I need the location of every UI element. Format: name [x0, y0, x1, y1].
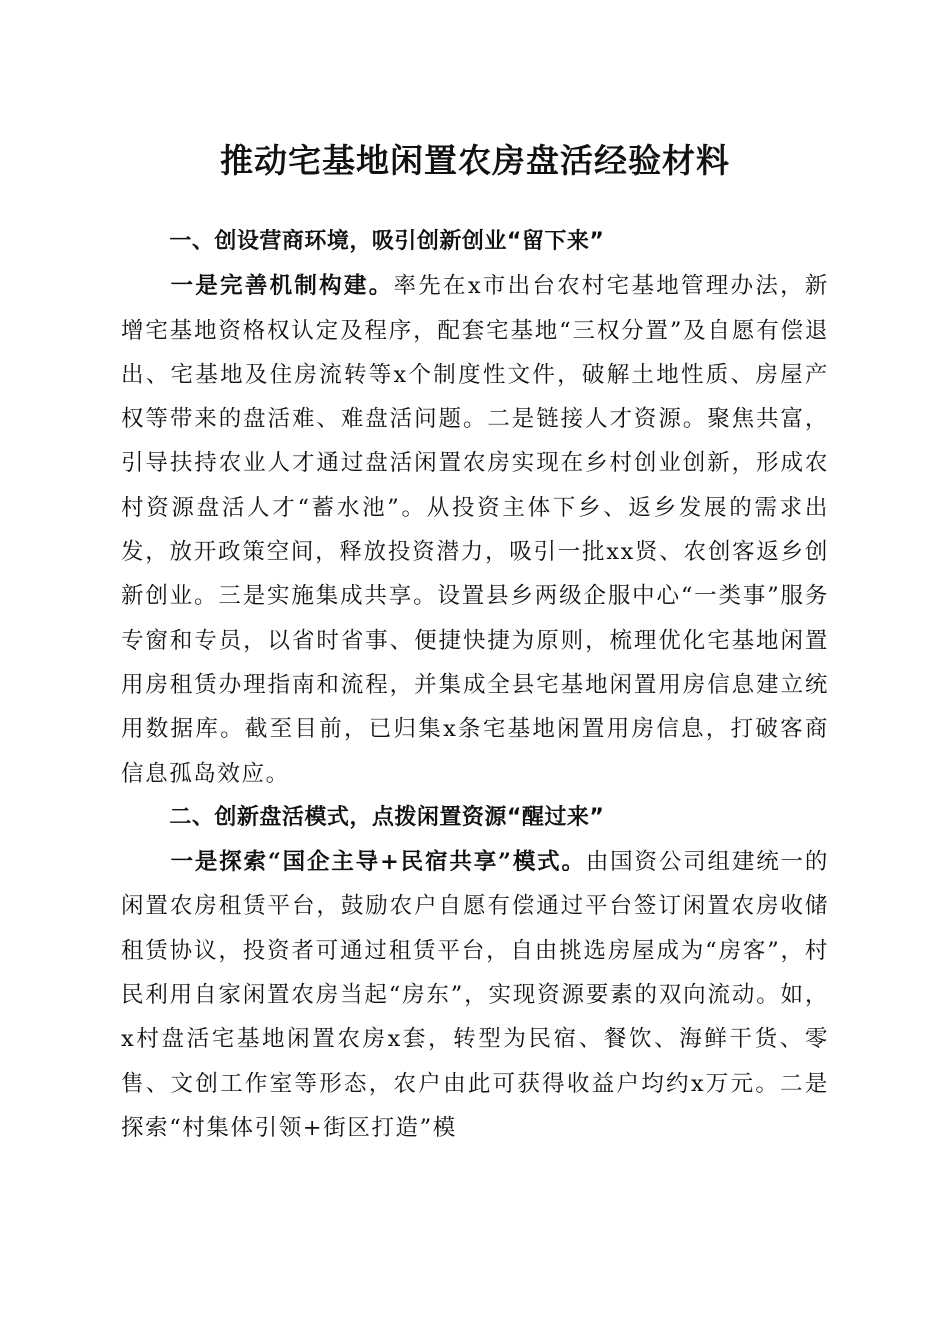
- section-heading-1: 一、创设营商环境，吸引创新创业“留下来”: [169, 229, 605, 254]
- section-paragraph-2: [121, 840, 829, 1150]
- paragraph-body-2: 由国资公司组建统一的闲置农房租赁平台，鼓励农户自愿有偿通过平台签订闲置农房收储租赁协议，投资者可通过租赁平台，自由挑选房屋成为“房客”，村民利用自家闲置农房当起“房东”，实现资源要素的双向流动。如，x村盘活宅基地闲置农房x套，转型为民宿、餐饮、海鲜干货、零售、文创工作室等形态，农户由此可获得收益户均约x万元。二是探索“村集体引领+街区打造”模: [121, 849, 829, 1141]
- paragraph-body-1: 率先在x市出台农村宅基地管理办法，新增宅基地资格权认定及程序，配套宅基地“三权分置”及自愿有偿退出、宅基地及住房流转等x个制度性文件，破解土地性质、房屋产权等带来的盘活难、难盘活问题。二是链接人才资源。聚焦共富，引导扶持农业人才通过盘活闲置农房实现在乡村创业创新，形成农村资源盘活人才“蓄水池”。从投资主体下乡、返乡发展的需求出发，放开政策空间，释放投资潜力，吸引一批xx贤、农创客返乡创新创业。三是实施集成共享。设置县乡两级企服中心“一类事”服务专窗和专员，以省时省事、便捷快捷为原则，梳理优化宅基地闲置用房租赁办理指南和流程，并集成全县宅基地闲置用房信息建立统用数据库。截至目前，已归集x条宅基地闲置用房信息，打破客商信息孤岛效应。: [121, 273, 829, 787]
- paragraph-lead-1: 一是完善机制构建。: [170, 273, 394, 300]
- section-paragraph-1: [121, 264, 829, 796]
- document-title: 推动宅基地闲置农房盘活经验材料: [220, 141, 730, 180]
- paragraph-lead-2: 一是探索“国企主导+民宿共享”模式。: [170, 849, 586, 876]
- section-heading-2: 二、创新盘活模式，点拨闲置资源“醒过来”: [169, 804, 605, 830]
- document-body: [121, 220, 829, 1150]
